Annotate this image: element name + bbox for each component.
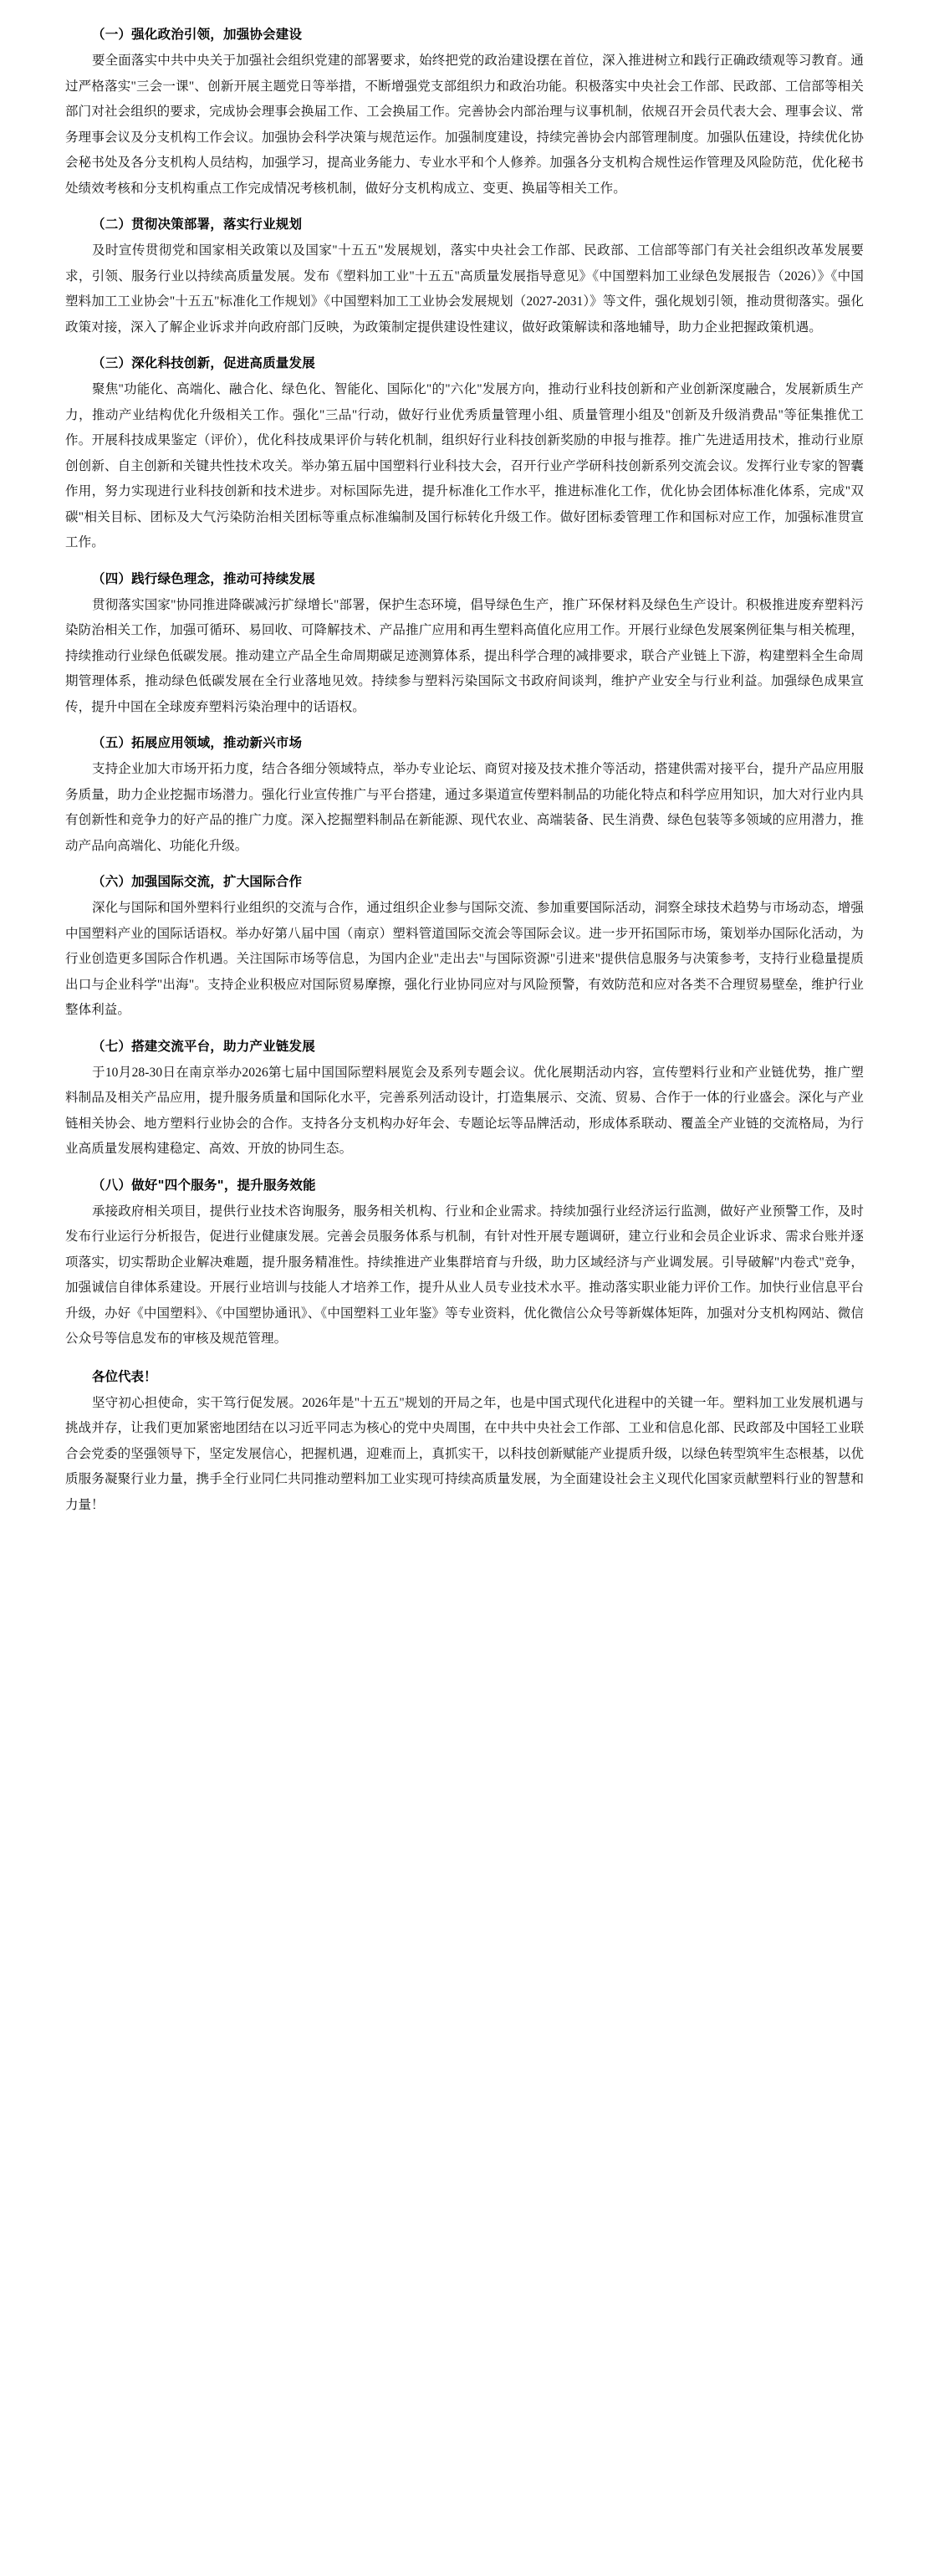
section-3 bbox=[65, 350, 864, 556]
section-8-body: 承接政府相关项目，提供行业技术咨询服务，服务相关机构、行业和企业需求。持续加强行业经济运行监测，做好产业预警工作，及时发布行业运行分析报告，促进行业健康发展。完善会员服务体系与机制，有针对性开展专题调研，建立行业和会员企业诉求、需求台账并逐项落实，切实帮助企业解决难题，提升服务精准性。持续推进产业集群培育与升级，助力区域经济与产业调发展。引导破解"内卷式"竞争，加强诚信自律体系建设。开展行业培训与技能人才培养工作，提升从业人员专业技术水平。推动落实职业能力评价工作。加快行业信息平台升级，办好《中国塑料》、《中国塑协通讯》、《中国塑料工业年鉴》等专业资料，优化微信公众号等新媒体矩阵，加强对分支机构网站、微信公众号等信息发布的审核及规范管理。 bbox=[65, 1204, 864, 1346]
section-1-heading: （一）强化政治引领，加强协会建设 bbox=[92, 27, 303, 42]
section-7-body: 于10月28-30日在南京举办2026第七届中国国际塑料展览会及系列专题会议。优化展期活动内容，宣传塑料行业和产业链优势，推广塑料制品及相关产品应用，提升服务质量和国际化水平，完善系列活动设计，打造集展示、交流、贸易、合作于一体的行业盛会。深化与产业链相关协会、地方塑料行业协会的合作。支持各分支机构办好年会、专题论坛等品牌活动，形成体系联动、覆盖全产业链的交流格局，为行业高质量发展构建稳定、高效、开放的协同生态。 bbox=[65, 1065, 864, 1156]
section-4-heading: （四）践行绿色理念，推动可持续发展 bbox=[92, 570, 315, 586]
section-2-body: 及时宣传贯彻党和国家相关政策以及国家"十五五"发展规划，落实中央社会工作部、民政部、工信部等部门有关社会组织改革发展要求，引领、服务行业以持续高质量发展。发布《塑料加工业"十五五"高质量发展指导意见》《中国塑料加工业绿色发展报告（2026）》《中国塑料加工工业协会"十五五"标准化工作规划》《中国塑料加工工业协会发展规划（2027-2031）》等文件，强化规划引领，推动贯彻落实。强化政策对接，深入了解企业诉求并向政府部门反映，为政策制定提供建设性建议，做好政策解读和落地辅导，助力企业把握政策机遇。 bbox=[65, 243, 864, 335]
section-1-body: 要全面落实中共中央关于加强社会组织党建的部署要求，始终把党的政治建设摆在首位，深入推进树立和践行正确政绩观等习教育。通过严格落实"三会一课"、创新开展主题党日等举措，不断增强党支部组织力和政治功能。积极落实中央社会工作部、民政部、工信部等相关部门对社会组织的要求，完成协会理事会换届工作、工会换届工作。完善协会内部治理与议事机制，依规召开会员代表大会、理事会议、常务理事会议及分支机构工作会议。加强协会科学决策与规范运作。加强制度建设，持续完善协会内部管理制度。加强队伍建设，持续优化协会秘书处及各分支机构人员结构，加强学习，提高业务能力、专业水平和个人修养。加强各分支机构合规性运作管理及风险防范，优化秘书处绩效考核和分支机构重点工作完成情况考核机制，做好分支机构成立、变更、换届等相关工作。 bbox=[65, 54, 864, 196]
section-5-body: 支持企业加大市场开拓力度，结合各细分领域特点，举办专业论坛、商贸对接及技术推介等活动，搭建供需对接平台，提升产品应用服务质量，助力企业挖掘市场潜力。强化行业宣传推广与平台搭建，通过多渠道宣传塑料制品的功能化特点和科学应用知识，加大对行业内具有创新性和竞争力的好产品的推广力度。深入挖掘塑料制品在新能源、现代农业、高端装备、民生消费、绿色包装等多领域的应用潜力，推动产品向高端化、功能化升级。 bbox=[65, 762, 864, 853]
section-6-body: 深化与国际和国外塑料行业组织的交流与合作，通过组织企业参与国际交流、参加重要国际活动，洞察全球技术趋势与市场动态，增强中国塑料产业的国际话语权。举办好第八届中国（南京）塑料管道国际交流会等国际会议。进一步开拓国际市场，策划举办国际化活动，为行业创造更多国际合作机遇。关注国际市场等信息，为国内企业"走出去"与国际资源"引进来"提供信息服务与决策参考，支持行业稳量提质出口与企业科学"出海"。支持企业积极应对国际贸易摩擦，强化行业协同应对与风险预警，有效防范和应对各类不合理贸易壁垒，维护行业整体利益。 bbox=[65, 901, 864, 1017]
section-3-heading: （三）深化科技创新，促进高质量发展 bbox=[92, 355, 315, 371]
closing-paragraph: 坚守初心担使命，实干笃行促发展。2026年是"十五五"规划的开局之年，也是中国式现代化进程中的关键一年。塑料加工业发展机遇与挑战并存，让我们更加紧密地团结在以习近平同志为核心的党中央周围，在中共中央社会工作部、工业和信息化部、民政部及中国轻工业联合会党委的坚强领导下，坚定发展信心，把握机遇，迎难而上，真抓实干，以科技创新赋能产业提质升级，以绿色转型筑牢生态根基，以优质服务凝聚行业力量，携手全行业同仁共同推动塑料加工业实现可持续高质量发展，为全面建设社会主义现代化国家贡献塑料行业的智慧和力量！ bbox=[65, 1395, 864, 1512]
section-4 bbox=[65, 566, 864, 721]
section-2 bbox=[65, 212, 864, 340]
section-2-heading: （二）贯彻决策部署，落实行业规划 bbox=[92, 217, 303, 232]
section-6 bbox=[65, 869, 864, 1024]
section-5 bbox=[65, 730, 864, 859]
section-6-heading: （六）加强国际交流，扩大国际合作 bbox=[92, 874, 303, 889]
section-4-body: 贯彻落实国家"协同推进降碳减污扩绿增长"部署，保护生态环境，倡导绿色生产，推广环保材料及绿色生产设计。积极推进废弃塑料污染防治相关工作，加强可循环、易回收、可降解技术、产品推广应用和再生塑料高值化应用工作。开展行业绿色发展案例征集与相关梳理，持续推动行业绿色低碳发展。推动建立产品全生命周期碳足迹测算体系，提出科学合理的减排要求，联合产业链上下游，构建塑料全生命周期管理体系，推动绿色低碳发展在全行业落地见效。持续参与塑料污染国际文书政府间谈判，维护产业安全与行业利益。加强绿色成果宣传，提升中国在全球废弃塑料污染治理中的话语权。 bbox=[65, 597, 864, 714]
section-1 bbox=[65, 22, 864, 202]
section-7-heading: （七）搭建交流平台，助力产业链发展 bbox=[92, 1038, 315, 1054]
section-8-heading: （八）做好"四个服务"，提升服务效能 bbox=[92, 1177, 316, 1193]
salutation: 各位代表！ bbox=[92, 1368, 157, 1384]
section-5-heading: （五）拓展应用领域，推动新兴市场 bbox=[92, 735, 303, 750]
section-3-body: 聚焦"功能化、高端化、融合化、绿色化、智能化、国际化"的"六化"发展方向，推动行业科技创新和产业创新深度融合，发展新质生产力，推动产业结构优化升级相关工作。强化"三品"行动，做好行业优秀质量管理小组、质量管理小组及"创新及升级消费品"等征集推优工作。开展科技成果鉴定（评价），优化科技成果评价与转化机制，组织好行业科技创新奖励的申报与推荐。推广先进适用技术，推动行业原创创新、自主创新和关键共性技术攻关。举办第五届中国塑料行业科技大会，召开行业产学研科技创新系列交流会议。发挥行业专家的智囊作用，努力实现进行业科技创新和技术进步。对标国际先进，提升标准化工作水平，推进标准化工作，优化协会团体标准化体系，完成"双碳"相关目标、团标及大气污染防治相关团标等重点标准编制及国行标转化升级工作。做好团标委管理工作和国标对应工作，加强标准贯宣工作。 bbox=[65, 382, 864, 549]
section-8 bbox=[65, 1173, 864, 1352]
section-7 bbox=[65, 1034, 864, 1163]
